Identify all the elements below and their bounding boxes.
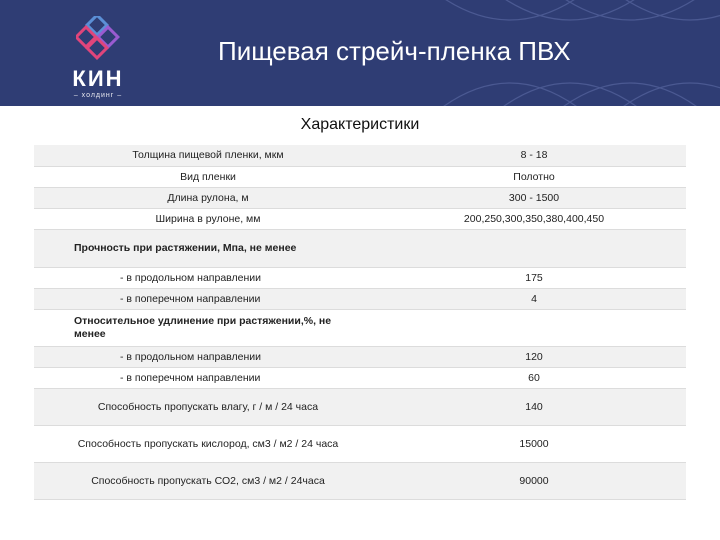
- row-value: 90000: [382, 462, 686, 499]
- row-label: - в поперечном направлении: [34, 288, 382, 309]
- row-label: - в продольном направлении: [34, 267, 382, 288]
- row-value: 140: [382, 388, 686, 425]
- row-label: - в поперечном направлении: [34, 367, 382, 388]
- company-logo: [58, 14, 138, 99]
- table-row: [34, 166, 686, 187]
- logo-subtitle: – холдинг –: [73, 92, 123, 99]
- row-label: Вид пленки: [34, 166, 382, 187]
- specs-table: [34, 145, 686, 500]
- row-value: Полотно: [382, 166, 686, 187]
- table-row: [34, 462, 686, 499]
- section-title: Характеристики: [300, 116, 420, 133]
- logo-emblem-icon: [76, 16, 120, 60]
- page-title: Пищевая стрейч-пленка ПВХ: [218, 36, 571, 66]
- row-value: 60: [382, 367, 686, 388]
- table-row: [34, 288, 686, 309]
- table-row: [34, 425, 686, 462]
- header-banner: [0, 0, 720, 106]
- row-value: 300 - 1500: [382, 187, 686, 208]
- table-row: [34, 367, 686, 388]
- row-label: Способность пропускать влагу, г / м / 24 часа: [34, 388, 382, 425]
- logo-wordmark: КИН: [72, 66, 124, 91]
- table-row-section: [34, 229, 686, 267]
- row-label: Способность пропускать кислород, см3 / м2 / 24 часа: [34, 425, 382, 462]
- table-row-section: [34, 309, 686, 346]
- table-row: [34, 388, 686, 425]
- table-row: [34, 187, 686, 208]
- section-label: Прочность при растяжении, Мпа, не менее: [34, 229, 686, 267]
- row-value: 8 - 18: [382, 145, 686, 166]
- table-row: [34, 346, 686, 367]
- row-value: 15000: [382, 425, 686, 462]
- row-label: - в продольном направлении: [34, 346, 382, 367]
- section-label: Относительное удлинение при растяжении,%, не менее: [34, 309, 686, 346]
- row-label: Толщина пищевой пленки, мкм: [34, 145, 382, 166]
- row-label: Способность пропускать СО2, см3 / м2 / 24часа: [34, 462, 382, 499]
- row-value: 120: [382, 346, 686, 367]
- table-row: [34, 208, 686, 229]
- table-row: [34, 145, 686, 166]
- row-value: 175: [382, 267, 686, 288]
- row-label: Ширина в рулоне, мм: [34, 208, 382, 229]
- row-value: 4: [382, 288, 686, 309]
- row-label: Длина рулона, м: [34, 187, 382, 208]
- table-row: [34, 267, 686, 288]
- row-value: 200,250,300,350,380,400,450: [382, 208, 686, 229]
